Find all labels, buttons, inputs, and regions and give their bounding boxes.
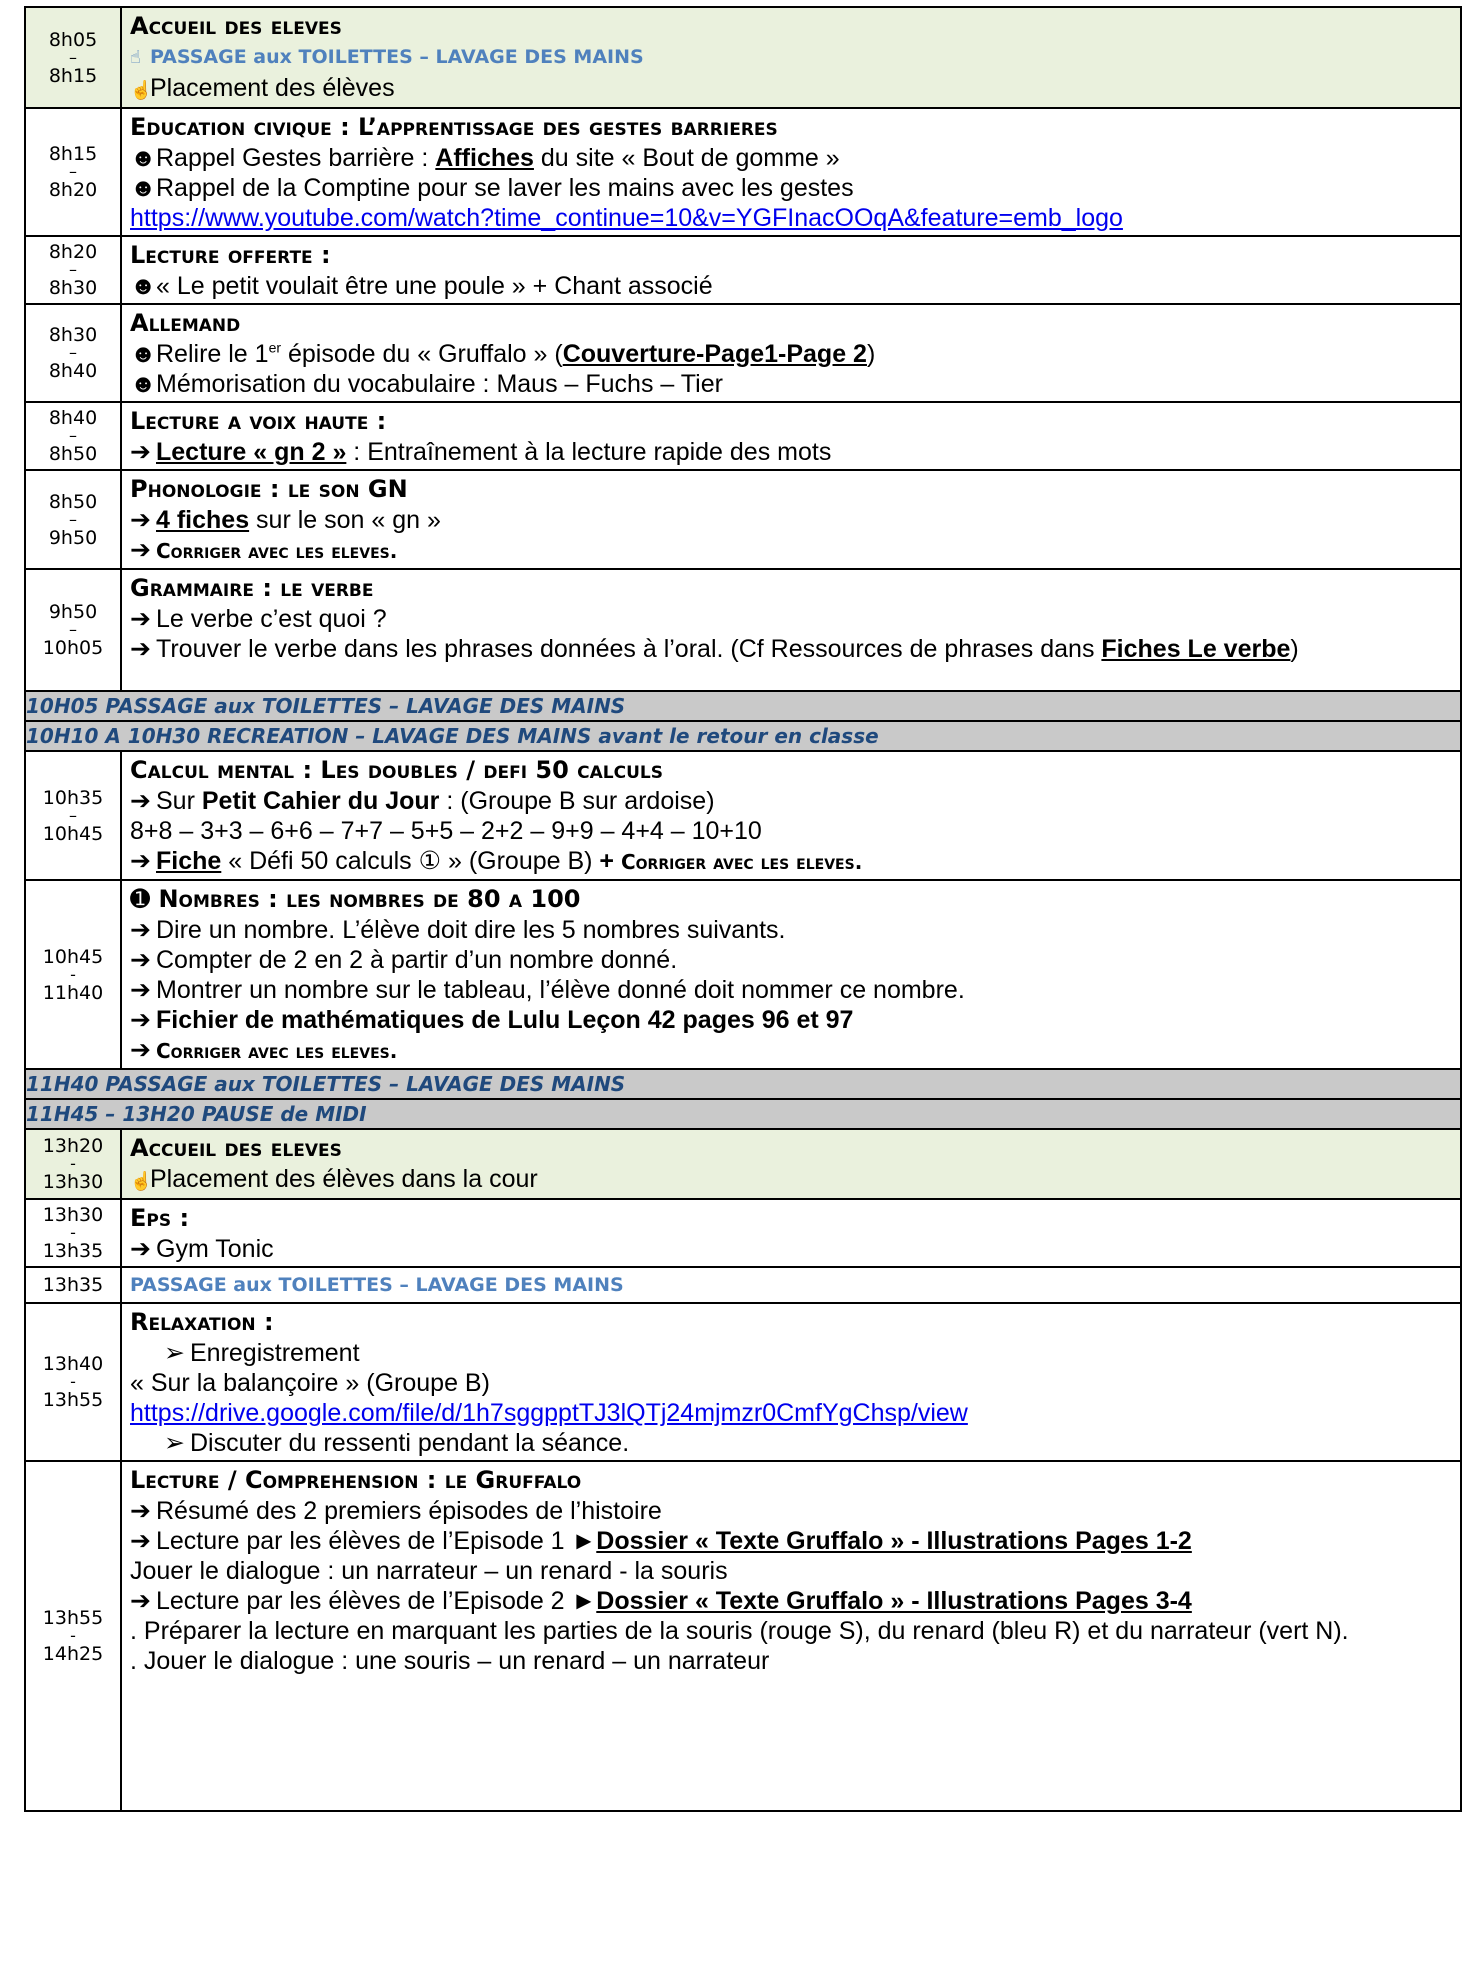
arrow-icon: ➔ <box>130 605 151 633</box>
activity-title: Relaxation : <box>130 1308 274 1336</box>
activity-cell: Lecture / Comprehension : le Gruffalo ➔ Résumé des 2 premiers épisodes de l’histoire ➔ Lecture par les élèves de l’Episode 1 ►Dossier « Texte Gruffalo » - Illustrations Pages 1-2 Jouer le dialogue : un narrateur – un renard - la souris ➔ Lecture par les élèves de l’Episode 2 ►Dossier « Texte Gruffalo » - Illustrations Pages 3-4 . Préparer la lecture en marquant les parties de la souris (rouge S), du renard (bleu R) et du narrateur (vert N). . Jouer le dialogue : une souris – un renard – un narrateur <box>121 1461 1461 1811</box>
activity-title: Grammaire : le verbe <box>130 574 374 602</box>
activity-title: Accueil des eleves <box>130 12 342 40</box>
smiley-icon: ☻ <box>130 272 157 300</box>
activity-cell: Relaxation : ➢ Enregistrement « Sur la balançoire » (Groupe B) https://drive.google.com/file/d/1h7sggpptTJ3lQTj24mjmzr0CmfYgChsp/view ➢ Discuter du ressenti pendant la séance. <box>121 1303 1461 1461</box>
activity-title: Phonologie : le son GN <box>130 475 408 503</box>
arrow-icon: ➔ <box>130 1006 151 1034</box>
arrow-icon: ➔ <box>130 438 151 466</box>
smiley-icon: ☻ <box>130 174 157 202</box>
schedule-row <box>25 880 1461 1069</box>
time-cell: 13h30 - 13h35 <box>25 1199 121 1267</box>
activity-title: Eps : <box>130 1204 190 1232</box>
arrowhead-icon: ➢ <box>164 1339 185 1367</box>
schedule-row <box>25 1199 1461 1267</box>
dossier-link[interactable]: Dossier « Texte Gruffalo » - Illustrations Pages 3-4 <box>596 1587 1192 1615</box>
activity-title: Calcul mental : Les doubles / defi 50 calculs <box>130 756 663 784</box>
break-row: 11H45 – 13H20 PAUSE de MIDI <box>25 1099 1461 1129</box>
activity-cell: ➊ Nombres : les nombres de 80 a 100 ➔ Dire un nombre. L’élève doit dire les 5 nombres suivants. ➔ Compter de 2 en 2 à partir d’un nombre donné. ➔ Montrer un nombre sur le tableau, l’élève donné doit nommer ce nombre. ➔ Fichier de mathématiques de Lulu Leçon 42 pages 96 et 97 ➔ Corriger avec les eleves. <box>121 880 1461 1069</box>
dossier-link[interactable]: Dossier « Texte Gruffalo » - Illustrations Pages 1-2 <box>596 1527 1192 1555</box>
activity-title: Allemand <box>130 309 241 337</box>
arrow-icon: ➔ <box>130 635 151 663</box>
arrow-icon: ➔ <box>130 1497 151 1525</box>
end-time: 8h15 <box>48 64 98 87</box>
activity-cell: Allemand ☻Relire le 1er épisode du « Gruffalo » (Couverture-Page1-Page 2) ☻Mémorisation du vocabulaire : Maus – Fuchs – Tier <box>121 304 1461 402</box>
arrow-icon: ➔ <box>130 847 151 875</box>
smiley-icon: ☻ <box>130 144 157 172</box>
schedule-row <box>25 751 1461 880</box>
schedule-row <box>25 236 1461 304</box>
activity-cell: Education civique : L’apprentissage des gestes barrieres ☻Rappel Gestes barrière : Affiches du site « Bout de gomme » ☻Rappel de la Comptine pour se laver les mains avec les gestes https://www.youtube.com/watch?time_continue=10&v=YGFInacOOqA&feature=emb_logo <box>121 108 1461 236</box>
arrow-icon: ➔ <box>130 916 151 944</box>
schedule-row <box>25 1461 1461 1811</box>
activity-cell: Eps : ➔ Gym Tonic <box>121 1199 1461 1267</box>
arrow-icon: ➔ <box>130 946 151 974</box>
activity-title: Accueil des eleves <box>130 1134 342 1162</box>
activity-cell: Accueil des eleves ☝Placement des élèves dans la cour <box>121 1129 1461 1199</box>
activity-title: ➊ Nombres : les nombres de 80 a 100 <box>130 885 581 913</box>
drive-link[interactable]: https://drive.google.com/file/d/1h7sggpptTJ3lQTj24mjmzr0CmfYgChsp/view <box>130 1399 968 1427</box>
bullet-icon: ➊ <box>130 885 151 913</box>
break-row: 10H10 A 10H30 RECREATION – LAVAGE DES MAINS avant le retour en classe <box>25 721 1461 751</box>
time-cell: 8h30 – 8h40 <box>25 304 121 402</box>
arrowhead-icon: ➢ <box>164 1429 185 1457</box>
schedule-row <box>25 304 1461 402</box>
lecture-gn2-link[interactable]: Lecture « gn 2 » <box>156 438 347 466</box>
affiches-link[interactable]: Affiches <box>435 144 534 172</box>
activity-cell: Phonologie : le son GN ➔ 4 fiches sur le son « gn » ➔ Corriger avec les eleves. <box>121 470 1461 569</box>
arrow-icon: ➔ <box>130 1036 151 1064</box>
arrow-icon: ➔ <box>130 787 151 815</box>
time-cell: 9h50 – 10h05 <box>25 569 121 691</box>
schedule-row <box>25 1267 1461 1303</box>
arrow-icon: ➔ <box>130 1527 151 1555</box>
schedule-row <box>25 108 1461 236</box>
activity-title: Lecture / Comprehension : le Gruffalo <box>130 1466 582 1494</box>
hand-icon: ☝ <box>130 1171 153 1191</box>
time-cell: 8h05 – 8h15 <box>25 7 121 108</box>
fiche-link[interactable]: Fiche <box>156 847 222 875</box>
fiches-le-verbe-link[interactable]: Fiches Le verbe <box>1101 635 1291 663</box>
activity-cell: PASSAGE aux TOILETTES – LAVAGE DES MAINS <box>121 1267 1461 1303</box>
schedule-row <box>25 402 1461 470</box>
schedule-row <box>25 470 1461 569</box>
time-cell: 8h40 – 8h50 <box>25 402 121 470</box>
schedule-row <box>25 1303 1461 1461</box>
couverture-link[interactable]: Couverture-Page1-Page 2 <box>562 340 867 368</box>
time-cell: 13h40 - 13h55 <box>25 1303 121 1461</box>
break-row: 10H05 PASSAGE aux TOILETTES – LAVAGE DES MAINS <box>25 691 1461 721</box>
time-cell: 8h20 – 8h30 <box>25 236 121 304</box>
time-cell: 13h55 - 14h25 <box>25 1461 121 1811</box>
smiley-icon: ☻ <box>130 340 157 368</box>
schedule-row <box>25 569 1461 691</box>
schedule-row <box>25 1129 1461 1199</box>
hand-icon: ☝ <box>130 80 153 100</box>
arrow-icon: ➔ <box>130 536 151 564</box>
activity-title: Lecture offerte : <box>130 241 331 269</box>
start-time: 8h05 <box>48 28 98 51</box>
time-cell: 10h45 - 11h40 <box>25 880 121 1069</box>
activity-cell: Accueil des eleves ☝ PASSAGE aux TOILETTES – LAVAGE DES MAINS ☝Placement des élèves <box>121 7 1461 108</box>
time-cell: 13h20 - 13h30 <box>25 1129 121 1199</box>
schedule-row <box>25 7 1461 108</box>
activity-title: Education civique : L’apprentissage des gestes barrieres <box>130 113 778 141</box>
break-row: 11H40 PASSAGE aux TOILETTES – LAVAGE DES MAINS <box>25 1069 1461 1099</box>
time-cell: 10h35 – 10h45 <box>25 751 121 880</box>
hand-icon: ☝ <box>130 47 141 68</box>
arrow-icon: ➔ <box>130 506 151 534</box>
activity-cell: Calcul mental : Les doubles / defi 50 calculs ➔ Sur Petit Cahier du Jour : (Groupe B sur ardoise) 8+8 – 3+3 – 6+6 – 7+7 – 5+5 – 2+2 – 9+9 – 4+4 – 10+10 ➔ Fiche « Défi 50 calculs ① » (Groupe B) + Corriger avec les eleves. <box>121 751 1461 880</box>
schedule-table <box>24 6 1462 1812</box>
time-cell: 8h15 – 8h20 <box>25 108 121 236</box>
activity-cell: Lecture a voix haute : ➔ Lecture « gn 2 » : Entraînement à la lecture rapide des mots <box>121 402 1461 470</box>
activity-title: Lecture a voix haute : <box>130 407 387 435</box>
youtube-link[interactable]: https://www.youtube.com/watch?time_continue=10&v=YGFInacOOqA&feature=emb_logo <box>130 204 1123 232</box>
smiley-icon: ☻ <box>130 370 157 398</box>
activity-cell: Lecture offerte : ☻« Le petit voulait être une poule » + Chant associé <box>121 236 1461 304</box>
fiches-link[interactable]: 4 fiches <box>156 506 250 534</box>
activity-cell: Grammaire : le verbe ➔ Le verbe c’est quoi ? ➔ Trouver le verbe dans les phrases données à l’oral. (Cf Ressources de phrases dans Fiches Le verbe) <box>121 569 1461 691</box>
arrow-icon: ➔ <box>130 1235 151 1263</box>
arrow-icon: ➔ <box>130 1587 151 1615</box>
time-cell: 8h50 – 9h50 <box>25 470 121 569</box>
time-cell: 13h35 <box>25 1267 121 1303</box>
arrow-icon: ➔ <box>130 976 151 1004</box>
